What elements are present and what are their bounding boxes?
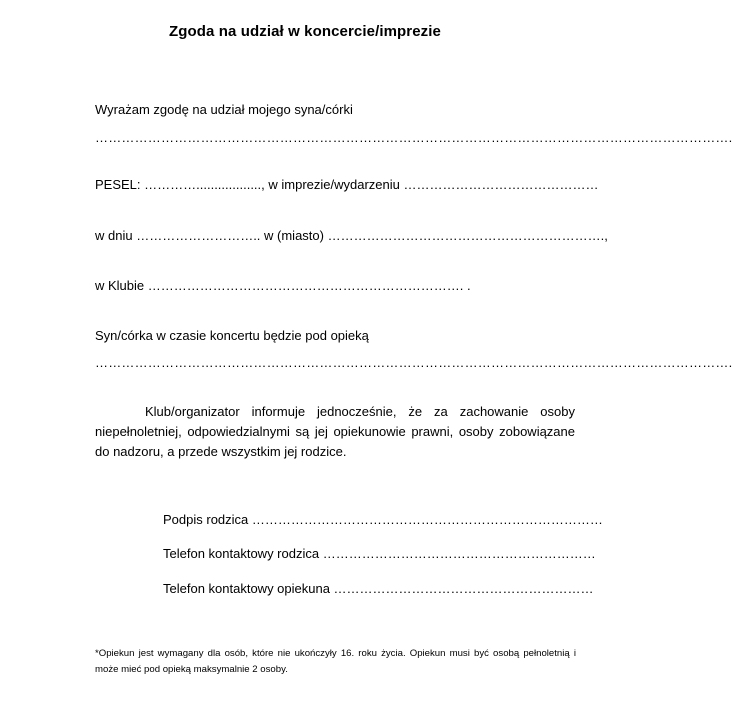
club-line[interactable]: w Klubie ………………………………………………………………. . <box>95 278 471 293</box>
parent-phone-line[interactable]: Telefon kontaktowy rodzica ……………………………………………………… <box>163 546 596 561</box>
parent-signature-line[interactable]: Podpis rodzica ……………………………………………………………………… <box>163 512 603 527</box>
notice-paragraph <box>95 402 575 462</box>
footnote: *Opiekun jest wymagany dla osób, które nie ukończyły 16. roku życia. Opiekun musi być osobą pełnoletnią i może mieć pod opieką maksymalnie 2 osoby. <box>95 648 576 675</box>
guardian-phone-line[interactable]: Telefon kontaktowy opiekuna …………………………………………………… <box>163 581 594 596</box>
pesel-event-line[interactable]: PESEL: ………….................., w imprezie/wydarzeniu ……………………………………… <box>95 177 599 192</box>
consent-line: Wyrażam zgodę na udział mojego syna/córki <box>95 102 353 117</box>
date-city-line[interactable]: w dniu ……………………….. w (miasto) ………………………………………………………., <box>95 228 608 243</box>
child-name-field[interactable]: ………………………………………………………………………………………………………………………………. <box>95 130 732 145</box>
guardian-line: Syn/córka w czasie koncertu będzie pod opieką <box>95 328 369 343</box>
guardian-name-field[interactable]: ………………………………………………………………………………………………………………………………. <box>95 355 732 370</box>
notice-text: Klub/organizator informuje jednocześnie, że za zachowanie osoby niepełnoletniej, odpowiedzialnymi są jej opiekunowie prawni, osoby zobowiązane do nadzoru, a przede wszystkim jej rodzice. <box>95 404 575 459</box>
form-title: Zgoda na udział w koncercie/imprezie <box>168 23 441 40</box>
